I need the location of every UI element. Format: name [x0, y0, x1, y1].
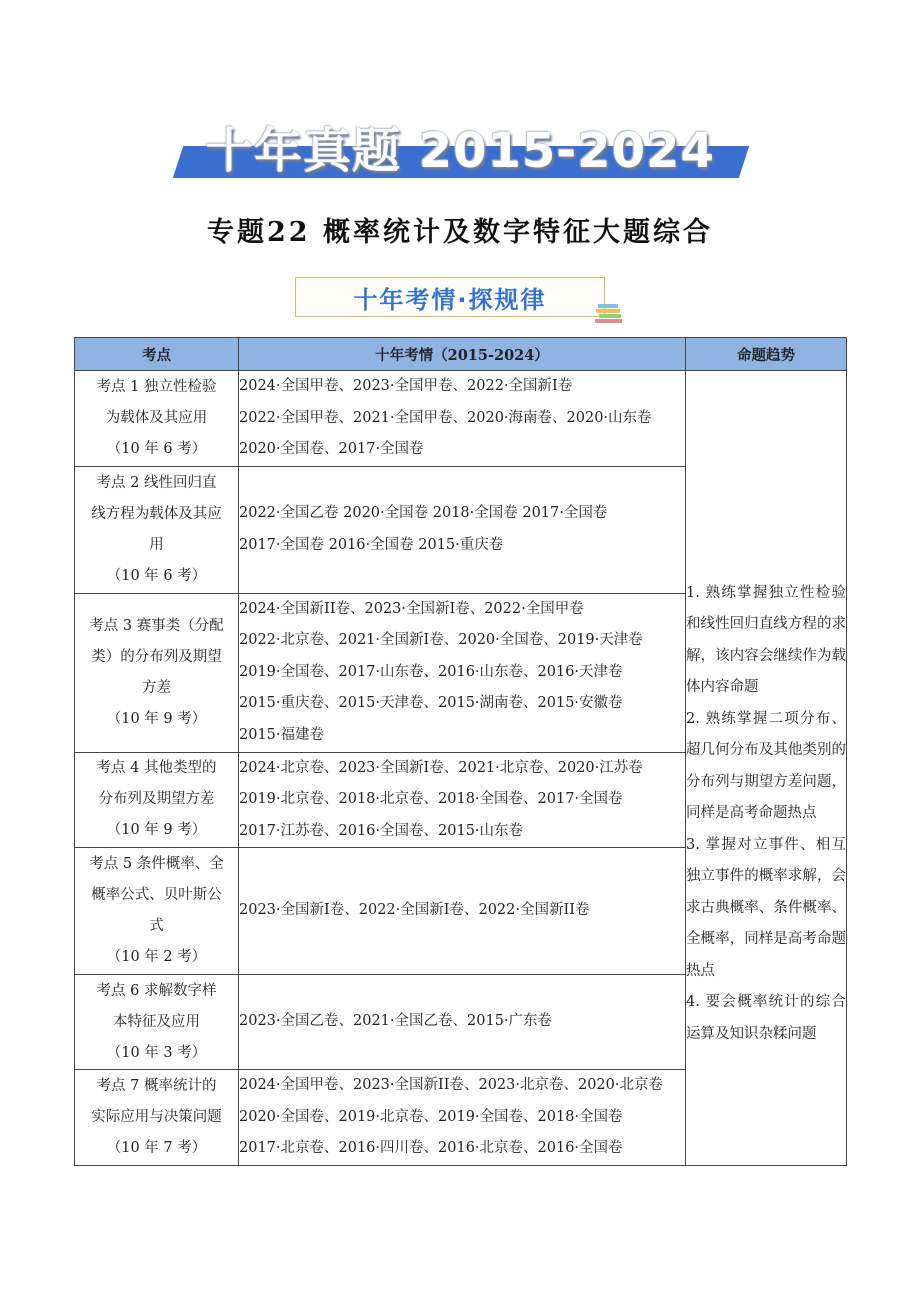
table-header-row — [75, 338, 847, 371]
books-icon — [594, 303, 624, 323]
exams-cell: 2024·全国新II卷、2023·全国新I卷、2022·全国甲卷 2022·北京卷、2021·全国新I卷、2020·全国卷、2019·天津卷 2019·全国卷、2017·山东卷、2016·山东卷、2016·天津卷 2015·重庆卷、2015·天津卷、2015·湖南卷、2015·安徽卷 2015·福建卷 — [239, 593, 686, 752]
point-cell: 考点 6 求解数字样 本特征及应用 （10 年 3 考） — [75, 975, 239, 1070]
table-row — [75, 371, 847, 467]
page-subtitle: 专题22 概率统计及数字特征大题综合 — [207, 217, 713, 248]
exams-cell: 2023·全国乙卷、2021·全国乙卷、2015·广东卷 — [239, 975, 686, 1070]
exams-cell: 2024·全国甲卷、2023·全国新II卷、2023·北京卷、2020·北京卷 2020·全国卷、2019·北京卷、2019·全国卷、2018·全国卷 2017·北京卷、2016·四川卷、2016·北京卷、2016·全国卷 — [239, 1070, 686, 1166]
exam-table — [74, 337, 847, 1166]
exams-cell: 2024·全国甲卷、2023·全国甲卷、2022·全国新I卷 2022·全国甲卷、2021·全国甲卷、2020·海南卷、2020·山东卷 2020·全国卷、2017·全国卷 — [239, 371, 686, 467]
point-cell: 考点 5 条件概率、全 概率公式、贝叶斯公 式 （10 年 2 考） — [75, 848, 239, 975]
title-banner — [170, 112, 750, 184]
header-exams: 十年考情（2015-2024） — [239, 338, 686, 371]
trend-item: 4. 要会概率统计的综合运算及知识杂糅问题 — [686, 994, 846, 1042]
trend-cell — [686, 371, 847, 1166]
point-cell: 考点 1 独立性检验 为载体及其应用 （10 年 6 考） — [75, 371, 239, 467]
trend-item: 3. 掌握对立事件、相互独立事件的概率求解，会求古典概率、条件概率、全概率，同样是高考命题热点 — [686, 836, 846, 979]
trend-item: 1. 熟练掌握独立性检验和线性回归直线方程的求解，该内容会继续作为载体内容命题 — [686, 584, 846, 696]
header-trend: 命题趋势 — [686, 338, 847, 371]
exams-cell: 2024·北京卷、2023·全国新I卷、2021·北京卷、2020·江苏卷 2019·北京卷、2018·北京卷、2018·全国卷、2017·全国卷 2017·江苏卷、2016·全国卷、2015·山东卷 — [239, 752, 686, 848]
exams-cell: 2022·全国乙卷 2020·全国卷 2018·全国卷 2017·全国卷 2017·全国卷 2016·全国卷 2015·重庆卷 — [239, 466, 686, 593]
header-point: 考点 — [75, 338, 239, 371]
point-cell: 考点 7 概率统计的 实际应用与决策问题 （10 年 7 考） — [75, 1070, 239, 1166]
exams-cell: 2023·全国新I卷、2022·全国新I卷、2022·全国新II卷 — [239, 848, 686, 975]
point-cell: 考点 2 线性回归直 线方程为载体及其应 用 （10 年 6 考） — [75, 466, 239, 593]
section-label: 十年考情·探规律 — [295, 277, 605, 317]
point-cell: 考点 4 其他类型的 分布列及期望方差 （10 年 9 考） — [75, 752, 239, 848]
point-cell: 考点 3 赛事类（分配 类）的分布列及期望 方差 （10 年 9 考） — [75, 593, 239, 752]
banner-title: 十年真题 2015-2024 — [205, 123, 715, 179]
trend-item: 2. 熟练掌握二项分布、超几何分布及其他类别的分布列与期望方差问题，同样是高考命题热点 — [686, 710, 846, 822]
